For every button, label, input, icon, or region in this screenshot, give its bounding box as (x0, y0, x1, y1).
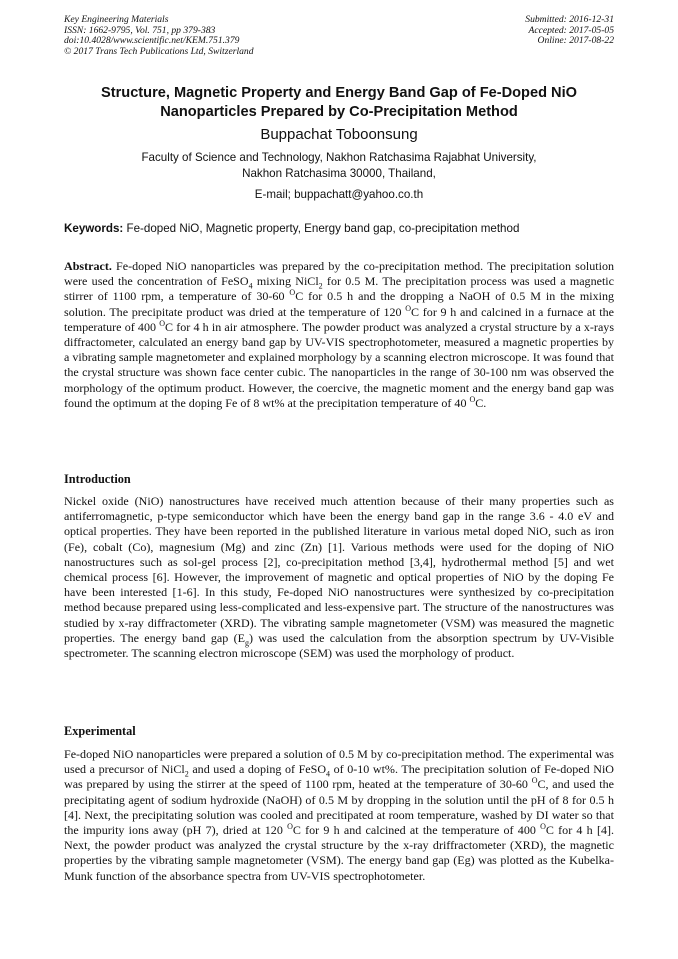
degree-superscript: O (159, 318, 165, 328)
introduction-text: ) was used the calculation from the absorption spectrum by UV-Visible spectrometer. The scanning electron microscope (SEM) was used the morphology of product. (64, 630, 614, 661)
abstract (64, 259, 614, 411)
paper-title-line-1: Structure, Magnetic Property and Energy Band Gap of Fe-Doped NiO (101, 85, 577, 101)
degree-superscript: O (405, 303, 412, 313)
accepted-date: Accepted: 2017-05-05 (528, 24, 614, 36)
experimental-text: Fe-doped NiO nanoparticles were prepared a solution of 0.5 M by co-precipitation method. The experimental was used a precursor of NiCl (64, 747, 614, 777)
degree-superscript: O (469, 394, 476, 404)
abstract-label: Abstract. (64, 259, 112, 273)
journal-issn: ISSN: 1662-9795, Vol. 751, pp 379-383 (64, 24, 216, 36)
degree-superscript: O (540, 822, 546, 831)
experimental-text: and used a doping of FeSO (188, 762, 327, 777)
affiliation (0, 150, 678, 181)
journal-copyright: © 2017 Trans Tech Publications Ltd, Switzerland (64, 45, 254, 57)
introduction-text: Nickel oxide (NiO) nanostructures have received much attention because of their many properties such as antiferromagnetic, p-type semiconductor which have been the energy band gap in the range 3.6 - 4.0 eV and optical properties. They have been reported in the published literature in various metal doped NiO, such as iron (Fe), cobalt (Co), magnesium (Mg) and zinc (Zn) [1]. Various methods were used for the doping of NiO nanostructures such as sol-gel process [2], co-precipitation method [3,4], hydrothermal method [5] and wet chemical process [6]. However, the improvement of magnetic and optical properties of NiO by the doping Fe have been interested [1-6]. In this study, Fe-doped NiO nanostructures were synthesized by co-precipitation method because prepared using less-complicated and less-expensive part. The structure of the nanostructures was studied by x-ray diffractometer (XRD). The vibrating sample magnetometer (VSM) was measured the magnetic properties. The energy band gap (E (64, 494, 614, 645)
introduction-heading: Introduction (64, 472, 131, 486)
abstract-text: for 0.5 M. The precipitation process was used a magnetic stirrer of 1100 rpm, a temperature of 30-60 (64, 274, 614, 304)
subscript: 2 (318, 281, 323, 291)
abstract-text: C. (475, 395, 487, 410)
paper-title-line-2: Nanoparticles Prepared by Co-Precipitation Method (160, 103, 518, 120)
subscript: g (244, 638, 249, 648)
experimental-paragraph (64, 747, 614, 884)
online-date: Online: 2017-08-22 (537, 35, 614, 47)
keywords (64, 222, 614, 235)
degree-superscript: O (289, 288, 296, 298)
subscript: 4 (326, 769, 331, 779)
degree-superscript: O (287, 822, 293, 831)
abstract-text: Fe-doped NiO nanoparticles was prepared by the co-precipitation method. The precipitation solution were used the concentration of FeSO (64, 259, 614, 289)
abstract-text: C for 0.5 h and the dropping a NaOH of 0.5 M in the mixing solution. The precipitate product was dried at the temperature of 120 (64, 289, 614, 319)
author-email[interactable]: E-mail; buppachatt@yahoo.co.th (254, 188, 424, 201)
submitted-date: Submitted: 2016-12-31 (525, 14, 614, 25)
abstract-text: mixing NiCl (252, 274, 319, 289)
journal-header (64, 15, 254, 57)
keywords-text: Fe-doped NiO, Magnetic property, Energy band gap, co-precipitation method (123, 222, 520, 235)
experimental-text: of 0-10 wt%. The precipitation solution of Fe-doped NiO was prepared by using the stirrer at the speed of 1100 rpm, heated at the temperature of 30-60 (64, 762, 614, 792)
submission-dates (525, 15, 614, 47)
experimental-heading: Experimental (64, 724, 136, 738)
introduction-paragraph (64, 494, 614, 661)
experimental-text: C for 9 h and calcined at the temperature of 400 (292, 823, 541, 838)
degree-superscript: O (531, 776, 538, 786)
journal-doi[interactable]: doi:10.4028/www.scientific.net/KEM.751.379 (64, 35, 240, 47)
keywords-label: Keywords: (64, 222, 124, 235)
paper-title (60, 84, 618, 121)
experimental-text: C for 4 h [4]. Next, the powder product was analyzed the crystal structure by the x-ray driffractometer (XRD), the magnetic properties by the vibrating sample magnetometer (VSM). The energy band gap (Eg) was plotted as the Kubelka-Munk function of the absorbance spectra from UV-VIS spectrophotometer. (64, 823, 614, 883)
affiliation-line-1: Faculty of Science and Technology, Nakhon Ratchasima Rajabhat University, (141, 151, 537, 164)
experimental-text: C, and used the precipitating agent of sodium hydroxide (NaOH) of 0.5 M by dropping in the solution until the pH of 8 for 0.5 h [4]. Next, the precipitating solution was cooled and precitipated at room temperature, washed by DI water so that the impurity ions away (pH 7), dried at 120 (64, 777, 614, 838)
abstract-text: C for 4 h in air atmosphere. The powder product was analyzed a crystal structure by a x-rays diffractometer, calculated an energy band gap by UV-VIS spectrophotometer, measured a magnetic properties by a vibrating sample magnetometer and explained morphology by a scanning electron microscope. It was found that the crystal structure was shown face center cubic. The nanoparticles in the range of 30-100 nm was observed the morphology of the optimum product. However, the coercive, the magnetic moment and the energy band gap was found the optimum at the doping Fe of 8 wt% at the precipitation temperature of 40 (64, 319, 615, 410)
journal-name: Key Engineering Materials (64, 14, 169, 25)
author-name: Buppachat Toboonsung (260, 126, 418, 143)
abstract-text: C for 9 h and calcined in a furnace at the temperature of 400 (64, 304, 614, 334)
subscript: 4 (248, 281, 253, 291)
subscript: 2 (184, 769, 189, 779)
affiliation-line-2: Nakhon Ratchasima 30000, Thailand, (242, 166, 436, 180)
